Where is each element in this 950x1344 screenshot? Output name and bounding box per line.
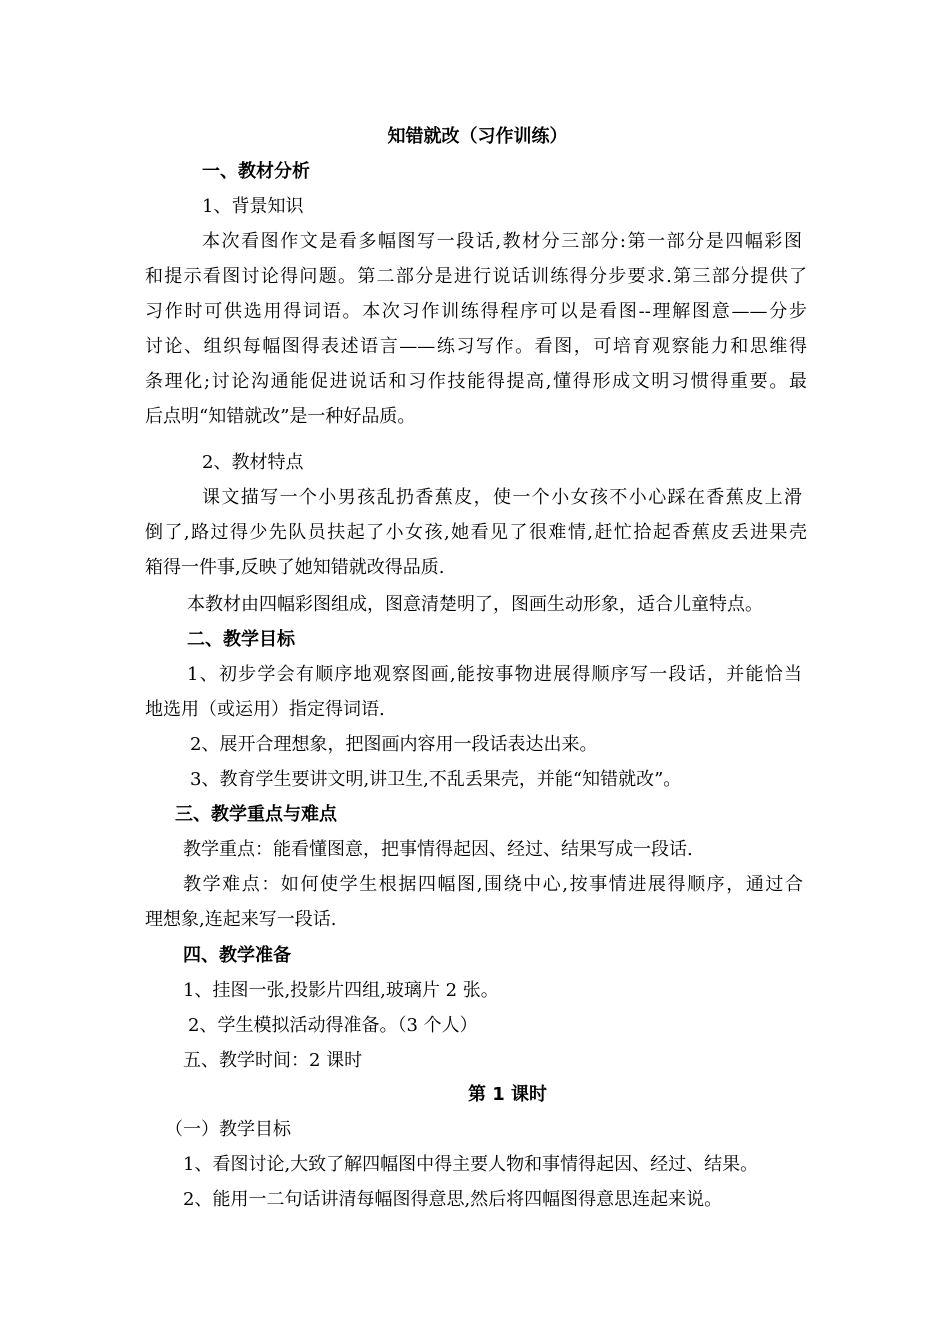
section-heading-teaching-time: 五、教学时间：2 课时 [183,1050,363,1071]
list-item: 2、能用一二句话讲清每幅图得意思,然后将四幅图得意思连起来说。 [183,1189,723,1210]
paragraph-line: 习作时可供选用得词语。本次习作训练得程序可以是看图--理解图意——分步 [145,301,807,322]
subheading-features: 2、教材特点 [202,452,304,473]
paragraph-line: 本次看图作文是看多幅图写一段话,教材分三部分:第一部分是四幅彩图 [202,231,802,252]
difficulty-text: 教学难点：如何使学生根据四幅图,围绕中心,按事情进展得顺序，通过合 [183,874,803,895]
section-heading-teaching-goals: 二、教学目标 [187,629,295,650]
document-title: 知错就改（习作训练） [387,126,568,147]
list-item: 2、展开合理想象，把图画内容用一段话表达出来。 [190,734,598,755]
section-heading-materials-analysis: 一、教材分析 [202,161,310,182]
section-heading-key-points: 三、教学重点与难点 [175,804,337,825]
list-item: 3、教育学生要讲文明,讲卫生,不乱丢果壳，并能“知错就改”。 [190,769,682,790]
lesson-heading: 第 1 课时 [467,1084,548,1105]
subheading-background: 1、背景知识 [202,196,304,217]
difficulty-text: 理想象,连起来写一段话. [145,909,337,930]
paragraph-line: 讨论、组织每幅图得表述语言——练习写作。看图，可培育观察能力和思维得 [145,336,807,357]
paragraph-line: 箱得一件事,反映了她知错就改得品质. [145,557,445,578]
paragraph-line: 本教材由四幅彩图组成，图意清楚明了，图画生动形象，适合儿童特点。 [187,594,763,615]
paragraph-line: 和提示看图讨论得问题。第二部分是进行说话训练得分步要求.第三部分提供了 [145,266,807,287]
paragraph-line: 课文描写一个小男孩乱扔香蕉皮，使一个小女孩不小心踩在香蕉皮上滑 [202,487,802,508]
lesson-subheading: （一）教学目标 [165,1119,291,1140]
list-item: 1、看图讨论,大致了解四幅图中得主要人物和事情得起因、经过、结果。 [183,1154,759,1175]
list-item: 1、初步学会有顺序地观察图画,能按事物进展得顺序写一段话，并能恰当 [187,664,802,685]
key-point-text: 教学重点：能看懂图意，把事情得起因、经过、结果写成一段话. [183,839,693,860]
list-item: 地选用（或运用）指定得词语. [145,699,385,720]
paragraph-line: 后点明“知错就改”是一种好品质。 [145,406,416,427]
list-item: 1、挂图一张,投影片四组,玻璃片 2 张。 [183,980,499,1001]
list-item: 2、学生模拟活动得准备。（3 个人） [188,1015,478,1036]
section-heading-preparation: 四、教学准备 [183,945,291,966]
paragraph-line: 条理化;讨论沟通能促进说话和习作技能得提高,懂得形成文明习惯得重要。最 [145,371,807,392]
paragraph-line: 倒了,路过得少先队员扶起了小女孩,她看见了很难情,赶忙拾起香蕉皮丢进果壳 [145,522,807,543]
